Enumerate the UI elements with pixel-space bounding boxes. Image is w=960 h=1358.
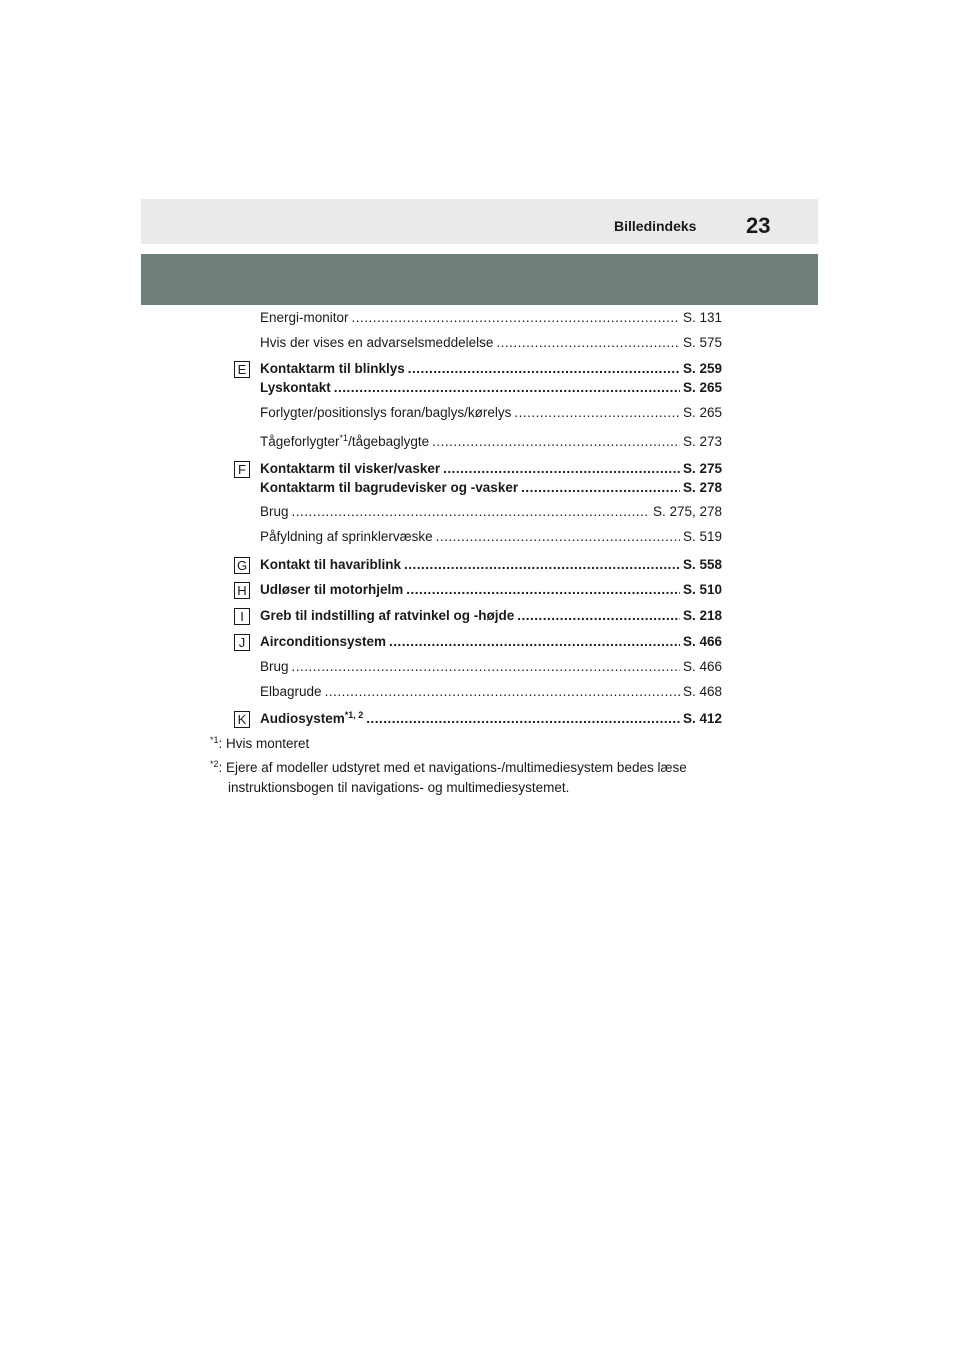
entry-label: Påfyldning af sprinklervæske — [260, 529, 433, 544]
entry-label: Kontaktarm til visker/vasker — [260, 461, 441, 476]
index-entry[interactable] — [260, 480, 722, 500]
section-badge-i: I — [234, 608, 250, 625]
index-entry[interactable] — [260, 634, 722, 654]
index-entry[interactable] — [260, 711, 722, 731]
entry-page: S. 278 — [682, 480, 722, 495]
entry-page: S. 412 — [682, 711, 722, 726]
entry-page: S. 466 — [682, 659, 722, 674]
entry-label: Kontaktarm til bagrudevisker og -vasker — [260, 480, 519, 495]
section-badge-j: J — [234, 634, 250, 651]
entry-label: Lyskontakt — [260, 380, 331, 395]
entry-page: S. 265 — [682, 405, 722, 420]
index-entry[interactable] — [260, 659, 722, 679]
entry-label: Kontaktarm til blinklys — [260, 361, 405, 376]
entry-label: Hvis der vises en advarselsmeddelelse — [260, 335, 494, 350]
footnote-mark: *1 — [210, 735, 219, 745]
index-entry[interactable] — [260, 335, 722, 355]
section-badge-g: G — [234, 557, 250, 574]
section-badge-f: F — [234, 461, 250, 478]
index-entry[interactable] — [260, 310, 722, 330]
section-badge-h: H — [234, 582, 250, 599]
index-entry[interactable] — [260, 461, 722, 481]
index-entry[interactable] — [260, 380, 722, 400]
entry-label: Brug — [260, 659, 289, 674]
index-entry[interactable] — [260, 582, 722, 602]
entry-page: S. 218 — [682, 608, 722, 623]
entry-page: S. 519 — [682, 529, 722, 544]
section-badge-k: K — [234, 711, 250, 728]
entry-page: S. 466 — [682, 634, 722, 649]
index-entry[interactable] — [260, 684, 722, 704]
entry-label: Greb til indstilling af ratvinkel og -højde — [260, 608, 515, 623]
entry-superscript: *1 — [339, 434, 349, 443]
index-entry[interactable] — [260, 557, 722, 577]
entry-page: S. 558 — [682, 557, 722, 572]
index-entry[interactable] — [260, 434, 722, 454]
entry-label: Forlygter/positionslys foran/baglys/kørelys — [260, 405, 512, 420]
entry-page: S. 131 — [682, 310, 722, 325]
entry-superscript: *1, 2 — [344, 711, 364, 720]
entry-label: Kontakt til havariblink — [260, 557, 402, 572]
entry-page: S. 575 — [682, 335, 722, 350]
entry-label: Brug — [260, 504, 289, 519]
entry-label: Energi-monitor — [260, 310, 349, 325]
footnote-mark: *2 — [210, 759, 219, 769]
entry-page: S. 259 — [682, 361, 722, 376]
entry-page: S. 510 — [682, 582, 722, 597]
entry-page: S. 265 — [682, 380, 722, 395]
footnote-text: : Ejere af modeller udstyret med et navigations-/multimediesystem bedes læse instruktionsbogen til navigations- og multimediesystemet. — [218, 760, 687, 795]
entry-label-suffix: /tågebaglygte — [348, 434, 430, 449]
entry-page: S. 468 — [682, 684, 722, 699]
entry-label: Udløser til motorhjelm — [260, 582, 404, 597]
section-title: Billedindeks — [614, 218, 697, 234]
entry-page: S. 275 — [682, 461, 722, 476]
entry-page: S. 273 — [682, 434, 722, 449]
entry-label: Airconditionsystem — [260, 634, 387, 649]
index-entry[interactable] — [260, 504, 722, 524]
index-entry[interactable] — [260, 405, 722, 425]
section-badge-e: E — [234, 361, 250, 378]
entry-label: Audiosystem — [260, 711, 345, 726]
entry-page: S. 275, 278 — [652, 504, 722, 519]
index-entry[interactable] — [260, 361, 722, 381]
header-band — [141, 199, 818, 244]
entry-label: Elbagrude — [260, 684, 322, 699]
footnote-text: : Hvis monteret — [218, 736, 310, 751]
footnote-1 — [210, 734, 722, 754]
section-banner — [141, 254, 818, 305]
page-number: 23 — [746, 213, 771, 238]
index-entry[interactable] — [260, 608, 722, 628]
index-entry[interactable] — [260, 529, 722, 549]
footnote-2 — [210, 758, 722, 798]
entry-label: Tågeforlygter — [260, 434, 340, 449]
